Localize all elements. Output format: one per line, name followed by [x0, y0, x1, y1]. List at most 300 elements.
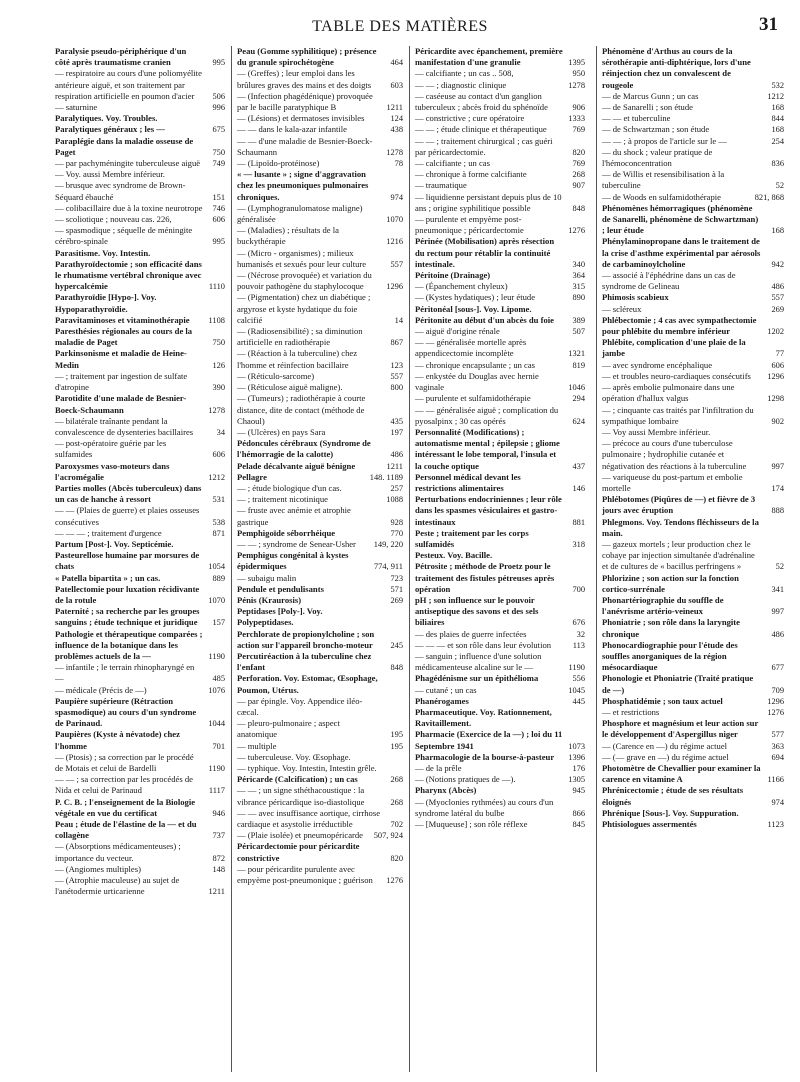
index-entry — [237, 841, 403, 863]
index-entry-text: — (Ptosis) ; sa correction par le procédé de Motais et celui de Bardelli — [55, 751, 194, 773]
index-entry-text: — ; cinquante cas traités par l'infiltration du sympathique lombaire — [602, 404, 754, 426]
index-entry-page: 819 — [572, 360, 585, 370]
index-entry-text: — (Carence en —) du régime actuel — [602, 740, 728, 751]
index-entry-page: 557 — [771, 293, 784, 303]
index-entry — [415, 124, 585, 135]
index-entry-text: — calcifiante ; un cas .. 508, — [415, 68, 514, 79]
index-entry — [237, 830, 403, 841]
index-entry-text: Perchlorate de propionylcholine ; son action sur l'appareil broncho-moteur — [237, 628, 375, 650]
index-entry-text: — (— grave en —) du régime actuel — [602, 751, 729, 762]
index-entry-page: 340 — [572, 259, 585, 269]
index-entry-text: Pharmacie (Exercice de la —) ; loi du 11 Septembre 1941 — [415, 729, 563, 751]
index-entry-page: 437 — [572, 461, 585, 471]
index-entry-text: Phénomènes hémorragiques (phénomène de Sanarelli, phénomène de Schwartzman) ; leur étude — [602, 202, 759, 236]
index-entry-page: 435 — [390, 416, 403, 426]
index-entry-text: — de la prêle — [415, 763, 462, 773]
index-entry-text: Parathyroïdectomie ; son efficacité dans le rhumatisme vertébral chronique avec hypercalcémie — [55, 258, 202, 292]
index-entry-page: 871 — [212, 528, 225, 538]
index-entry-page: 577 — [771, 730, 784, 740]
index-entry-page: 318 — [572, 539, 585, 549]
index-columns — [55, 46, 788, 1072]
index-entry — [415, 774, 585, 785]
index-entry — [602, 371, 784, 382]
index-entry-text: Péritonéal [sous-]. Voy. Lipome. — [415, 303, 532, 314]
index-entry — [237, 113, 403, 124]
index-entry — [237, 785, 403, 807]
index-entry — [55, 864, 225, 875]
index-entry — [237, 438, 403, 460]
index-entry — [602, 718, 784, 740]
index-entry-text: Phonocardiographie pour l'étude des souffles anorganiques de la région mésocardiaque — [602, 639, 738, 673]
index-entry — [602, 539, 784, 573]
index-entry-page: 888 — [771, 506, 784, 516]
index-entry — [237, 763, 403, 774]
index-entry-page: 1298 — [767, 394, 784, 404]
index-entry-page: 946 — [212, 808, 225, 818]
index-entry-page: 363 — [771, 741, 784, 751]
index-entry — [55, 729, 225, 751]
index-entry-text: — (Kystes hydatiques) ; leur étude — [415, 292, 536, 303]
index-entry — [237, 393, 403, 427]
index-entry-page: 844 — [771, 114, 784, 124]
index-entry — [237, 752, 403, 763]
index-entry-text: Pédoncules cérébraux (Syndrome de l'hémorragie de la calotte) — [237, 438, 371, 460]
index-entry-text: — associé à l'éphédrine dans un cas de syndrome de Gelineau — [602, 270, 736, 292]
index-entry-text: Péritonite au début d'un abcès du foie — [415, 314, 554, 325]
index-entry-text: Paternité ; sa recherche par les groupes sanguins ; étude technique et juridique — [55, 606, 200, 628]
index-entry — [55, 214, 225, 225]
index-entry — [55, 180, 225, 202]
index-entry-page: 268 — [572, 170, 585, 180]
index-entry — [55, 102, 225, 113]
index-entry — [237, 136, 403, 158]
index-entry-page: 770 — [390, 528, 403, 538]
index-entry-text: Pemphigoïde séborrhéique — [237, 527, 336, 538]
index-entry-text: — caséeuse au contact d'un ganglion tuberculeux ; abcès froid du sphénoïde — [415, 90, 548, 113]
index-entry-page: 1088 — [386, 495, 403, 505]
index-entry-page: 995 — [212, 58, 225, 68]
index-entry-page: 1044 — [208, 719, 225, 729]
index-entry-text: — purulente et sulfamidothérapie — [415, 393, 531, 404]
index-entry — [415, 270, 585, 281]
index-entry — [55, 326, 225, 348]
index-entry — [237, 606, 403, 628]
index-entry-page: 907 — [572, 181, 585, 191]
index-entry-page: 341 — [771, 584, 784, 594]
index-entry-text: — (Atrophie maculeuse) au sujet de l'anétodermie urticarienne — [55, 875, 180, 897]
index-entry-text: Phagédénisme sur un épithélioma — [415, 673, 539, 684]
index-entry — [237, 348, 403, 370]
index-entry — [237, 573, 403, 584]
index-entry-text: — de Woods en sulfamidothérapie — [602, 191, 721, 202]
index-entry-page: 1278 — [568, 80, 585, 90]
index-entry-text: — ; traitement nicotinique — [237, 494, 328, 505]
index-entry-text: Phlegmons. Voy. Tendons fléchisseurs de la main. — [602, 516, 759, 538]
index-entry — [602, 808, 784, 819]
index-entry-page: 126 — [212, 360, 225, 370]
index-entry-page: 168 — [771, 103, 784, 113]
index-entry-text: Paralytiques. Voy. Troubles. — [55, 113, 158, 124]
index-entry-text: — — ; diagnostic clinique — [415, 79, 507, 90]
index-entry — [55, 259, 225, 293]
index-entry — [55, 113, 225, 124]
index-entry-text: — de Schwartzman ; son étude — [602, 124, 710, 135]
index-entry-text: Paupière supérieure (Rétraction spasmodique) au cours d'un syndrome de Parinaud. — [55, 695, 197, 729]
index-entry — [415, 113, 585, 124]
index-entry-text: — de Sanarelli ; son étude — [602, 102, 693, 113]
index-entry-page: 845 — [572, 820, 585, 830]
index-entry-page: 1211 — [386, 461, 403, 471]
index-entry-text: — — (Plaies de guerre) et plaies osseuses consécutives — [55, 505, 200, 527]
index-entry-page: 556 — [572, 674, 585, 684]
index-entry-page: 464 — [390, 58, 403, 68]
index-entry-text: pH ; son influence sur le pouvoir antiseptique des savons et des sels biliaires — [415, 594, 539, 628]
index-entry — [602, 696, 784, 707]
index-entry — [237, 651, 403, 673]
index-entry-page: 1321 — [568, 349, 585, 359]
index-entry-page: 257 — [390, 483, 403, 493]
index-entry-page: 902 — [771, 416, 784, 426]
page-title: TABLE DES MATIÈRES — [312, 18, 488, 35]
index-entry-page: 294 — [572, 394, 585, 404]
index-entry — [415, 640, 585, 651]
index-entry-page: 1045 — [568, 685, 585, 695]
index-entry — [55, 416, 225, 438]
index-entry — [602, 46, 784, 91]
index-entry-text: Pellagre — [237, 471, 267, 482]
index-entry — [415, 819, 585, 830]
index-entry-text: — ; traitement par ingestion de sulfate d'atropine — [55, 370, 188, 393]
index-entry-text: — — ; étude clinique et thérapeutique — [415, 124, 547, 135]
index-entry-text: « Patella bipartita » ; un cas. — [55, 572, 161, 583]
index-entry-text: — fruste avec anémie et atrophie gastrique — [237, 505, 351, 527]
index-entry — [55, 696, 225, 730]
index-entry-page: 1076 — [208, 685, 225, 695]
index-entry — [415, 729, 585, 751]
index-entry-page: 950 — [572, 69, 585, 79]
index-entry — [602, 707, 784, 718]
index-entry-text: Phoniatrie ; son rôle dans la laryngite chronique — [602, 617, 740, 639]
index-entry-page: 769 — [572, 159, 585, 169]
index-entry — [602, 304, 784, 315]
index-entry — [415, 752, 585, 763]
index-entry — [602, 382, 784, 404]
index-entry-text: Paroxysmes vaso-moteurs dans l'acromégalie — [55, 460, 170, 482]
index-entry — [415, 214, 585, 236]
index-entry-text: — des plaies de guerre infectées — [415, 628, 527, 639]
index-entry-page: 1190 — [568, 663, 585, 673]
index-entry-text: Paravitaminoses et vitaminothérapie — [55, 314, 190, 325]
index-entry — [602, 763, 784, 785]
index-entry — [237, 539, 403, 550]
index-entry-text: Phosphatidémie ; son taux actuel — [602, 695, 723, 706]
index-entry — [55, 584, 225, 606]
index-entry — [237, 427, 403, 438]
index-entry-text: — par épingle. Voy. Appendice iléo-cæcal. — [237, 695, 363, 717]
index-entry — [55, 225, 225, 247]
index-entry — [237, 68, 403, 90]
index-entry-page: 996 — [212, 103, 225, 113]
index-entry — [237, 124, 403, 135]
index-entry-text: — — dans le kala-azar infantile — [237, 124, 347, 135]
index-entry-page: 269 — [771, 304, 784, 314]
index-entry-text: — pour péricardite purulente avec empyème post-pneumonique ; guérison — [237, 863, 373, 886]
index-entry-page: 364 — [572, 271, 585, 281]
index-entry-text: — infantile ; le terrain rhinopharyngé en — — [55, 662, 195, 684]
index-entry-page: 1212 — [767, 91, 784, 101]
index-entry-text: Paralysie pseudo-périphérique d'un côté après traumatisme cranien — [55, 46, 187, 68]
index-entry-text: Phonologie et Phoniatrie (Traité pratique de —) — [602, 673, 754, 695]
index-entry — [415, 158, 585, 169]
index-entry — [415, 797, 585, 819]
index-entry-page: 848 — [572, 203, 585, 213]
index-entry-text: — brusque avec syndrome de Brown-Séquard ébauché — [55, 180, 186, 202]
index-entry — [602, 472, 784, 494]
index-entry-text: — Voy aussi Membre inférieur. — [602, 426, 711, 437]
index-entry-text: Parotidite d'une malade de Besnier-Boeck-Schaumann — [55, 393, 187, 415]
index-entry-text: P. C. B. ; l'enseignement de la Biologie végétale en vue du certificat — [55, 796, 196, 818]
index-column-2 — [231, 46, 403, 1072]
index-entry — [602, 617, 784, 639]
index-entry — [415, 629, 585, 640]
index-entry — [415, 707, 585, 729]
index-entry-text: Pemphigus congénital à kystes épidermiques — [237, 550, 349, 572]
index-entry — [237, 741, 403, 752]
index-entry-text: — de Marcus Gunn ; un cas — [602, 90, 699, 101]
index-entry-text: — — ; syndrome de Senear-Usher — [237, 538, 356, 549]
index-entry — [55, 46, 225, 68]
index-entry — [415, 91, 585, 113]
index-entry — [237, 225, 403, 247]
index-entry-text: — (Lésions) et dermatoses invisibles — [237, 113, 365, 124]
index-entry — [55, 629, 225, 663]
index-entry — [55, 662, 225, 684]
index-entry-text: — [Muqueuse] ; son rôle réflexe — [415, 819, 528, 830]
index-entry-text: — (Maladies) ; résultats de la buckythérapie — [237, 225, 339, 247]
index-entry-text: — (Ulcères) en pays Sara — [237, 426, 326, 437]
index-entry-text: Pesteux. Voy. Bacille. — [415, 550, 493, 561]
index-entry — [237, 169, 403, 203]
index-entry-text: Percutiréaction à la tuberculine chez l'enfant — [237, 650, 372, 673]
index-entry — [237, 46, 403, 68]
index-entry-text: Parathyroïdie [Hypo-]. Voy. Hypoparathyroïdie. — [55, 292, 157, 314]
index-entry-page: 146 — [572, 483, 585, 493]
index-entry — [237, 270, 403, 292]
index-entry — [55, 606, 225, 628]
index-entry — [602, 438, 784, 472]
index-entry-text: — (Nécrose provoquée) et variation du pouvoir pathogène du staphylocoque — [237, 270, 372, 292]
index-entry-page: 820 — [572, 147, 585, 157]
index-entry-text: — constrictive ; cure opératoire — [415, 113, 525, 124]
index-entry — [237, 91, 403, 113]
index-entry-text: Parasitisme. Voy. Intestin. — [55, 247, 151, 258]
index-entry-page: 1070 — [208, 595, 225, 605]
index-entry — [237, 248, 403, 270]
index-entry-page: 709 — [771, 685, 784, 695]
index-entry-text: — liquidienne persistant depuis plus de 10 ans ; origine syphilitique possible — [415, 191, 562, 213]
index-entry-text: — — ; un signe sthéthacoustique : la vibrance péricardique iso-diastolique — [237, 785, 365, 807]
index-entry — [415, 192, 585, 214]
index-entry-text: — avec syndrome encéphalique — [602, 359, 713, 370]
index-entry-text: Pharynx (Abcès) — [415, 785, 477, 796]
index-entry-text: — par pachyméningite tuberculeuse aiguë — [55, 158, 201, 169]
index-entry-page: 997 — [771, 461, 784, 471]
index-entry — [602, 169, 784, 191]
index-entry-text: — — — ; traitement d'urgence — [55, 527, 162, 538]
index-entry-page: 889 — [212, 573, 225, 583]
index-entry-text: Pelade décalvante aiguë bénigne — [237, 460, 356, 471]
index-column-1 — [55, 46, 225, 1072]
index-entry — [415, 696, 585, 707]
index-entry-text: — (Réticulose aiguë maligne). — [237, 382, 343, 393]
index-entry — [55, 483, 225, 505]
index-entry — [55, 797, 225, 819]
index-entry — [237, 483, 403, 494]
index-entry — [602, 640, 784, 674]
index-entry — [55, 539, 225, 550]
index-entry-page: 700 — [572, 584, 585, 594]
index-entry — [415, 651, 585, 673]
index-entry-page: 1212 — [208, 472, 225, 482]
index-entry-text: Phanérogames — [415, 695, 469, 706]
index-entry — [602, 741, 784, 752]
index-entry-page: 486 — [771, 282, 784, 292]
index-entry-text: Perforation. Voy. Estomac, Œsophage, Poumon, Utérus. — [237, 673, 378, 695]
index-entry-page: 1216 — [386, 237, 403, 247]
index-entry-page: 1396 — [568, 752, 585, 762]
index-entry-page: 750 — [212, 338, 225, 348]
index-entry-text: Phlébite, complication d'une plaie de la jambe — [602, 337, 746, 359]
index-entry — [55, 169, 225, 180]
index-entry-page: 694 — [771, 752, 784, 762]
index-entry-page: 195 — [390, 730, 403, 740]
index-entry — [602, 292, 784, 303]
index-entry — [55, 203, 225, 214]
index-entry-text: Péricardite avec épanchement, première manifestation d'une granulie — [415, 46, 563, 68]
index-entry-page: 34 — [216, 427, 225, 437]
index-entry — [237, 595, 403, 606]
index-entry-text: — ; étude biologique d'un cas. — [237, 482, 342, 493]
index-entry — [237, 718, 403, 740]
index-entry-text: Péricardectomie pour péricardite constrictive — [237, 841, 360, 863]
index-entry-page: 1276 — [386, 876, 403, 886]
index-entry-page: 1296 — [767, 696, 784, 706]
index-entry — [237, 673, 403, 695]
index-entry-text: — — d'une maladie de Besnier-Boeck-Schaumann — [237, 135, 373, 157]
index-entry-page: 245 — [390, 640, 403, 650]
index-entry-page: 486 — [771, 629, 784, 639]
index-entry-page: 538 — [212, 517, 225, 527]
index-entry — [415, 763, 585, 774]
index-entry-text: Personnel médical devant les restrictions alimentaires — [415, 471, 521, 493]
index-entry-text: — (Micro - organismes) ; milieux humanisés et sexués pour leur culture — [237, 247, 367, 269]
index-entry-text: Pharmacologie de la bourse-à-pasteur — [415, 751, 555, 762]
index-entry — [237, 550, 403, 572]
index-entry-page: 1305 — [568, 775, 585, 785]
index-entry-page: 836 — [771, 159, 784, 169]
index-entry-text: — colibacillaire due à la toxine neurotrope — [55, 202, 203, 213]
index-entry-page: 168 — [771, 125, 784, 135]
index-entry-text: — — et tuberculine — [602, 113, 671, 124]
index-entry-page: 974 — [390, 192, 403, 202]
index-entry-page: 531 — [212, 495, 225, 505]
index-entry-text: — après embolie pulmonaire dans une opération d'hallux valgus — [602, 382, 735, 404]
index-entry-text: Phtisiologues assermentés — [602, 819, 697, 830]
page-header — [0, 14, 800, 42]
index-entry-page: 606 — [212, 450, 225, 460]
index-entry — [55, 752, 225, 774]
index-entry — [55, 505, 225, 527]
index-entry-text: — (Pigmentation) chez un diabétique ; argyrose et kyste hydatique du foie calcifié — [237, 292, 371, 325]
index-entry-page: 1054 — [208, 562, 225, 572]
index-entry-text: Peste ; traitement par les corps sulfamidés — [415, 527, 529, 549]
index-entry — [55, 774, 225, 796]
index-entry-text: — — ; à propos de l'article sur le — — [602, 135, 727, 146]
index-entry-page: 1276 — [568, 226, 585, 236]
index-entry — [55, 528, 225, 539]
index-entry-text: Phlébectomie ; 4 cas avec sympathectomie pour phlébite du membre inférieur — [602, 314, 757, 337]
index-entry-text: Perturbations endocriniennes ; leur rôle dans les spasmes vésiculaires et gastro-intestinaux — [415, 494, 562, 527]
index-entry-page: 507, 924 — [373, 831, 403, 841]
index-entry — [602, 203, 784, 237]
index-entry-text: — (Radiosensibilité) ; sa diminution artificielle en radiothérapie — [237, 326, 363, 348]
index-entry-text: — (Lymphogranulomatose maligne) généralisée — [237, 202, 363, 225]
index-entry-page: 485 — [212, 674, 225, 684]
index-entry — [602, 124, 784, 135]
index-entry — [237, 494, 403, 505]
index-entry-text: — sanguin ; influence d'une solution médicamenteuse alcaline sur le — — [415, 650, 542, 673]
index-entry — [602, 405, 784, 427]
index-entry — [602, 315, 784, 337]
index-entry-page: 974 — [771, 797, 784, 807]
index-entry — [415, 595, 585, 629]
index-entry-text: Phonartériographie du souffle de l'anévrisme artério-veineux — [602, 594, 724, 617]
index-entry-text: — — — et son rôle dans leur évolution — [415, 639, 552, 650]
index-entry — [55, 68, 225, 102]
index-entry-text: — spasmodique ; séquelle de méningite cérébro-spinale — [55, 225, 193, 247]
index-entry — [415, 236, 585, 270]
index-entry — [415, 472, 585, 494]
index-entry-page: 1166 — [767, 775, 784, 785]
index-entry — [415, 360, 585, 371]
index-entry-page: 1123 — [767, 820, 784, 830]
index-entry-text: Phosphore et magnésium et leur action sur le développement d'Aspergillus niger — [602, 718, 759, 740]
index-entry — [55, 573, 225, 584]
index-entry-text: — Voy. aussi Membre inférieur. — [55, 169, 165, 180]
index-entry-text: Paraplégie dans la maladie osseuse de Paget — [55, 135, 194, 157]
index-entry-text: — (Absorptions médicamenteuses) ; importance du vecteur. — [55, 841, 181, 863]
index-entry — [237, 461, 403, 472]
index-entry-text: Phlorizine ; son action sur la fonction cortico-surrénale — [602, 572, 739, 594]
index-entry — [415, 550, 585, 561]
index-entry-text: — (Réaction à la tuberculine) chez l'homme et réinfection bacillaire — [237, 348, 358, 370]
index-entry — [237, 158, 403, 169]
index-entry — [237, 292, 403, 326]
index-entry-page: 389 — [572, 315, 585, 325]
index-entry — [415, 326, 585, 337]
index-entry-text: Phrénicectomie ; étude de ses résultats éloignés — [602, 785, 744, 807]
index-entry-text: — scléreux — [602, 303, 642, 314]
index-entry-text: — respiratoire au cours d'une poliomyélite antérieure aiguë, et son traitement par respiration artificielle en poumon d'acier — [55, 68, 202, 101]
index-entry-page: 113 — [572, 640, 585, 650]
index-entry-page: 445 — [572, 696, 585, 706]
index-entry-page: 438 — [390, 125, 403, 135]
index-entry-text: — bilatérale traînante pendant la convalescence de dysenteries bacillaires — [55, 415, 194, 437]
index-entry — [415, 304, 585, 315]
index-entry — [55, 248, 225, 259]
index-entry-page: 269 — [390, 595, 403, 605]
index-entry — [55, 136, 225, 158]
